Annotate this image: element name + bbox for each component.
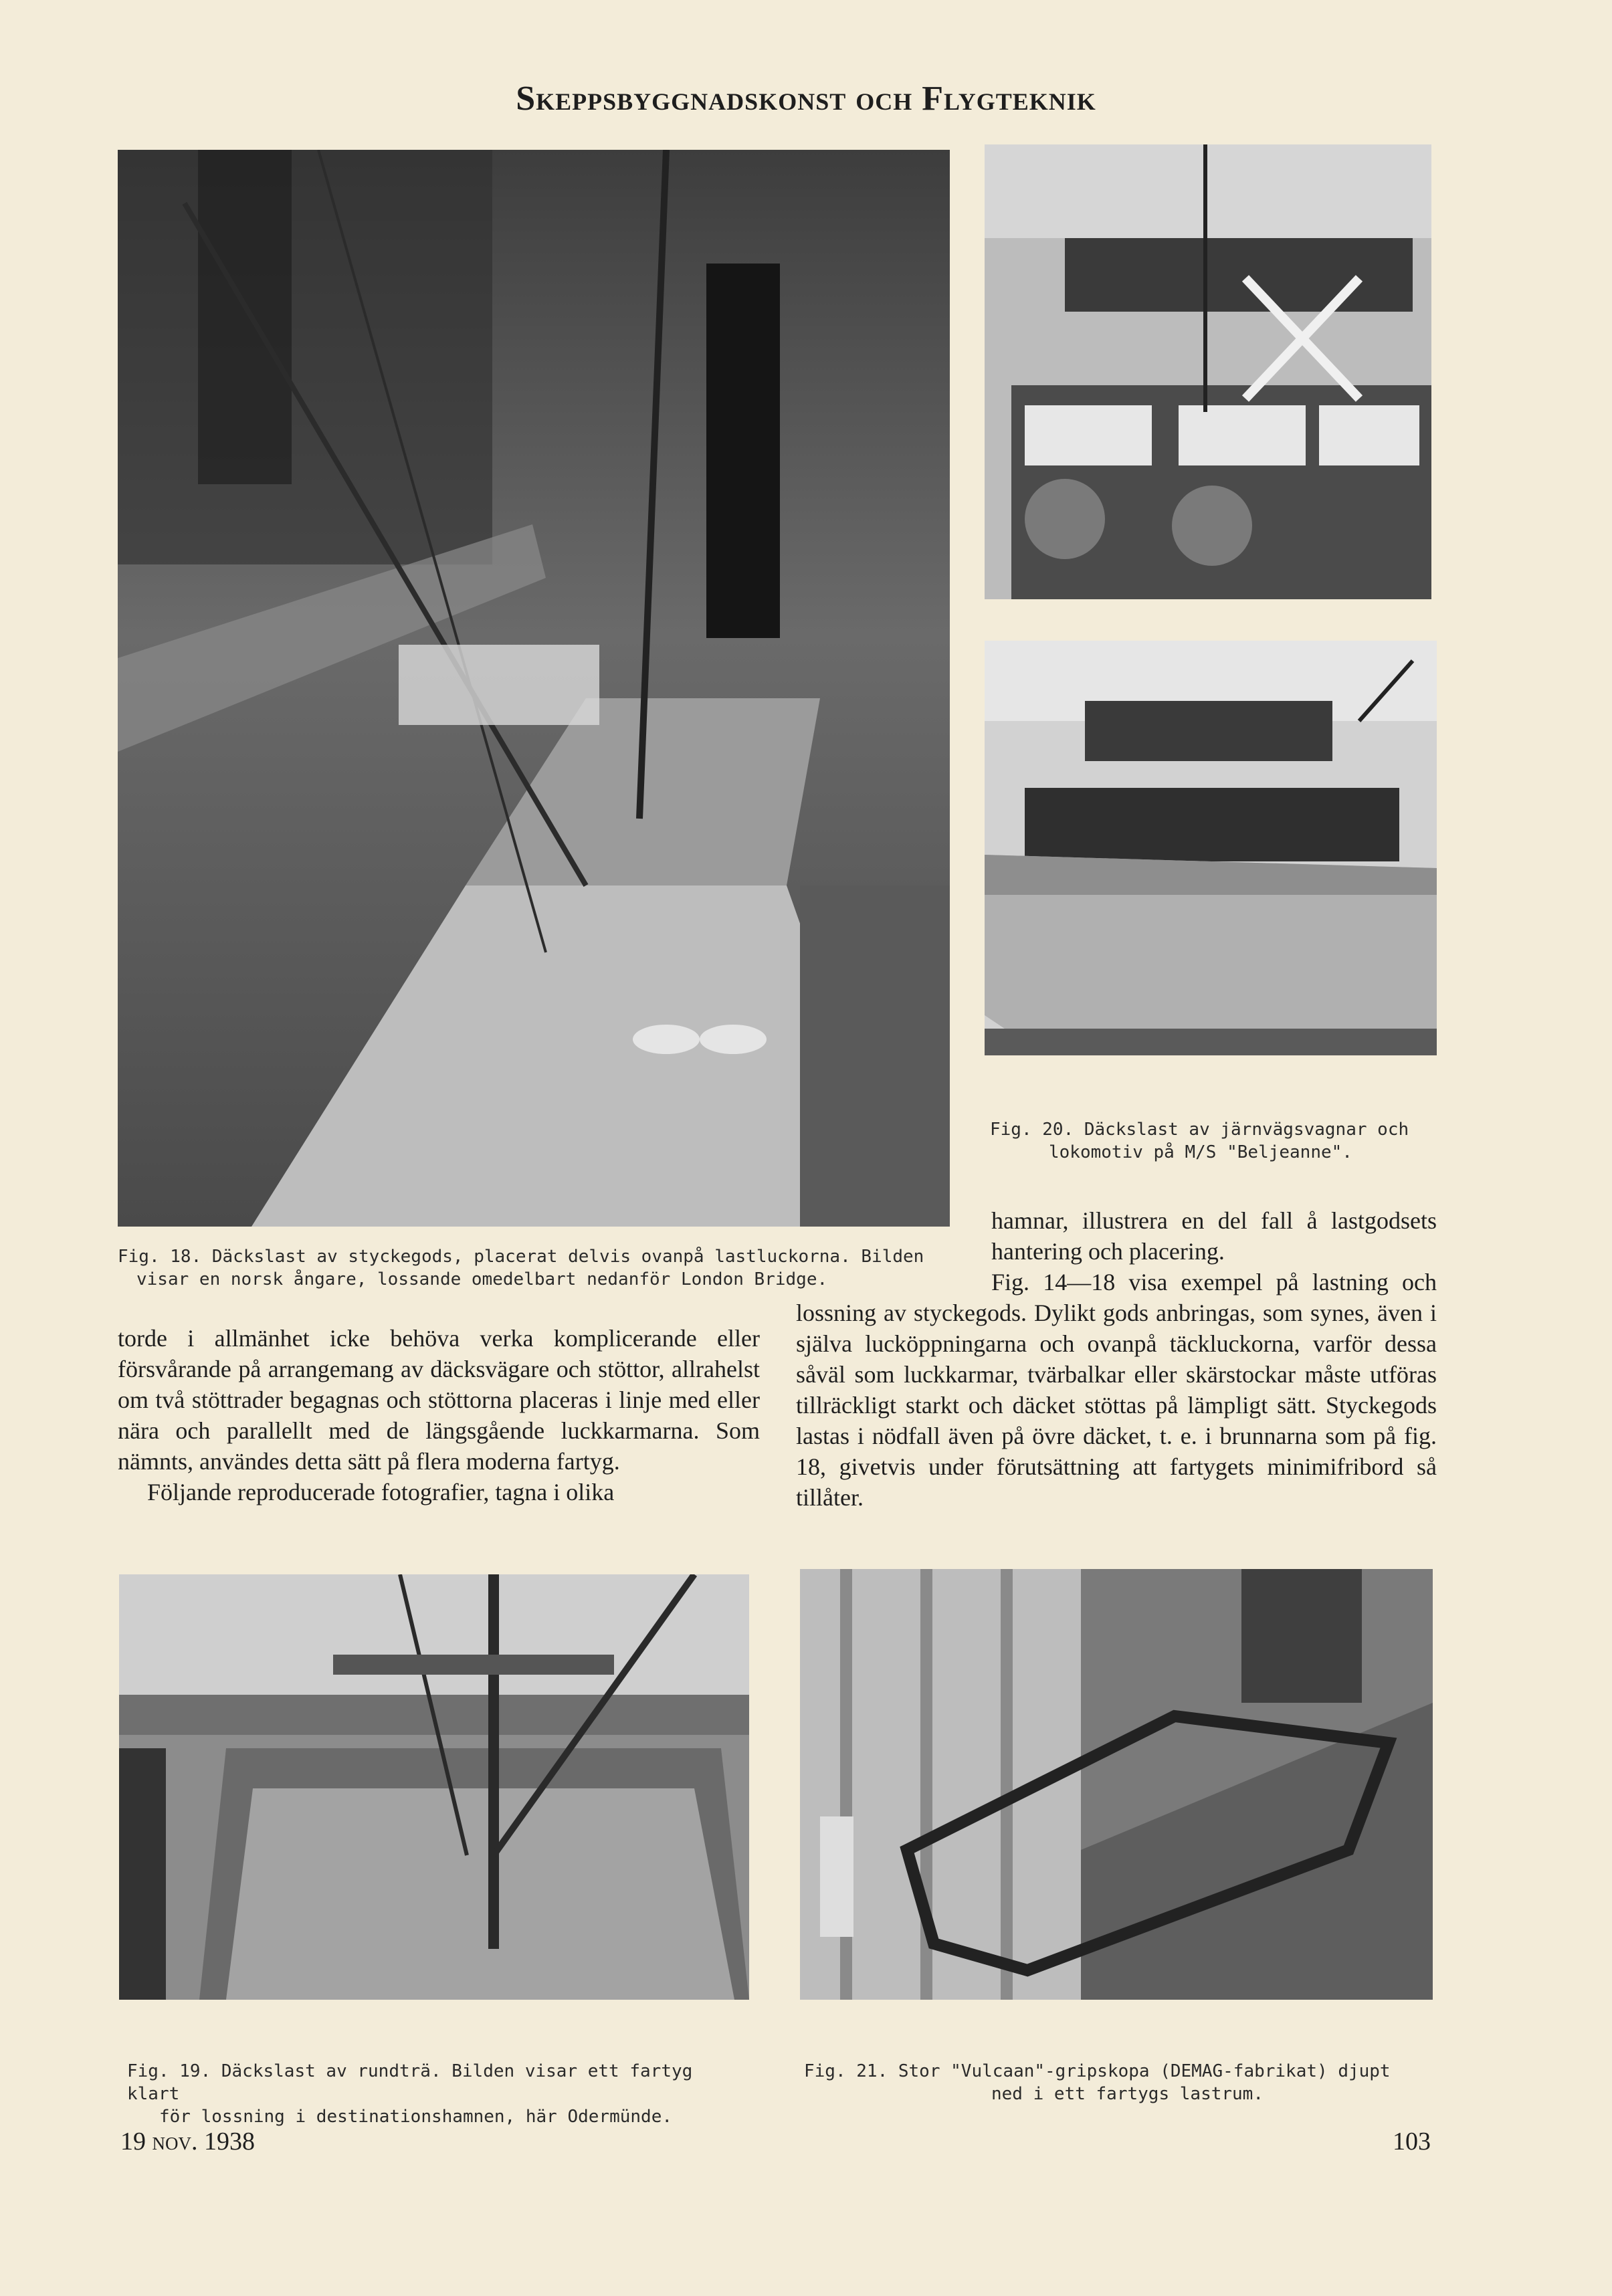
footer-date: 19 nov. 1938: [120, 2127, 255, 2156]
fig19-photo: [119, 1574, 749, 2000]
fig21-caption-line1: Fig. 21. Stor "Vulcaan"-gripskopa (DEMAG-fabrikat) djupt: [804, 2061, 1391, 2081]
fig18-caption-line2: visar en norsk ångare, lossande omedelbart nedanför London Bridge.: [136, 1269, 828, 1289]
page-header: Skeppsbyggnadskonst och Flygteknik: [516, 80, 1096, 118]
fig20-caption-line2: lokomotiv på M/S "Beljeanne".: [1049, 1142, 1352, 1162]
top-right-photo: [985, 144, 1431, 599]
fig20-photo: [985, 641, 1437, 1055]
page-number: 103: [1393, 2127, 1431, 2156]
fig20-caption-line1: Fig. 20. Däckslast av järnvägsvagnar och: [990, 1120, 1409, 1140]
left-para1: torde i allmänhet icke behöva verka komplicerande eller försvårande på arrangemang av däcksvägare och stöttor, allrahelst om två stöttrader begagnas och stöttorna placeras i linje med eller nära och parallellt med de längsgående luckkarmarna. Som nämnts, användes detta sätt på flera moderna fartyg.: [118, 1325, 760, 1475]
right-para1: hamnar, illustrera en del fall å lastgodsets hantering och placering.: [991, 1207, 1437, 1265]
left-column-text: [118, 1323, 760, 1507]
fig21-photo: [800, 1569, 1433, 2000]
fig19-caption-line2: för lossning i destinationshamnen, här Odermünde.: [159, 2107, 673, 2127]
fig18-photo: [118, 150, 950, 1227]
left-para2: Följande reproducerade fotografier, tagna i olika: [147, 1479, 615, 1505]
right-para2: Fig. 14—18 visa exempel på lastning och lossning av styckegods. Dylikt gods anbringas, som synes, även i själva lucköppningarna och ovanpå täckluckorna, varför dessa såväl som luckkarmar, tvärbalkar eller skärstockar måste utföras tillräckligt starkt och däcket stöttas på lämpligt sätt. Styckegods lastas i nödfall även på övre däcket, t. e. i brunnarna som på fig. 18, givetvis under förutsättning att fartygets minimifribord så tillåter.: [796, 1269, 1437, 1511]
fig19-caption: [127, 2060, 749, 2128]
fig18-caption-line1: Fig. 18. Däckslast av styckegods, placerat delvis ovanpå lastluckorna. Bilden: [118, 1247, 924, 1267]
fig21-caption: [804, 2060, 1433, 2105]
fig21-caption-line2: ned i ett fartygs lastrum.: [991, 2084, 1264, 2104]
right-column-text: [796, 1205, 1437, 1513]
fig19-caption-line1: Fig. 19. Däckslast av rundträ. Bilden visar ett fartyg klart: [127, 2061, 693, 2104]
fig20-caption: [990, 1118, 1445, 1164]
